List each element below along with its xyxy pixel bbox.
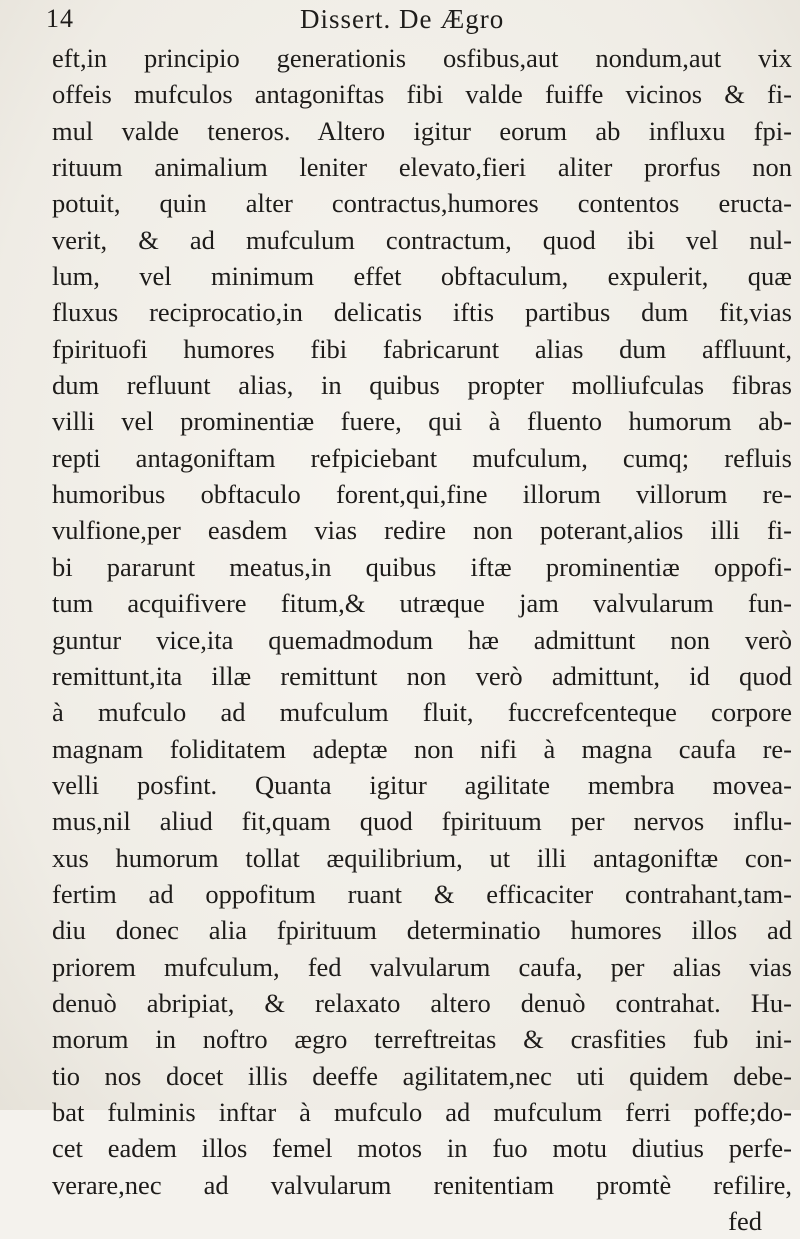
text-line: guntur vice,ita quemadmodum hæ admittunt non verò [52, 624, 792, 655]
text-line: priorem mufculum, fed valvularum caufa, per alias vias [52, 951, 792, 982]
text-line: dum refluunt alias, in quibus propter molliufculas fibras [52, 370, 792, 401]
text-line: xus humorum tollat æquilibrium, ut illi antagoniftæ con- [52, 842, 792, 873]
text-line: tum acquifivere fitum,& utræque jam valvularum fun- [52, 588, 792, 619]
text-line: fpirituofi humores fibi fabricarunt alias dum affluunt, [52, 333, 792, 364]
text-line: mul valde teneros. Altero igitur eorum ab influxu fpi- [52, 115, 792, 146]
body-text [52, 40, 792, 1239]
text-line: à mufculo ad mufculum fluit, fuccrefcenteque corpore [52, 697, 792, 728]
text-line: morum in noftro ægro terreftreitas & crasfities fub ini- [52, 1024, 792, 1055]
text-line: rituum animalium leniter elevato,fieri aliter prorfus non [52, 152, 792, 183]
text-line: magnam foliditatem adeptæ non nifi à magna caufa re- [52, 733, 792, 764]
text-line: fluxus reciprocatio,in delicatis iftis partibus dum fit,vias [52, 297, 792, 328]
text-line: vulfione,per easdem vias redire non poterant,alios illi fi- [52, 515, 792, 546]
text-line: tio nos docet illis deeffe agilitatem,nec uti quidem debe- [52, 1060, 792, 1091]
text-line: cet eadem illos femel motos in fuo motu diutius perfe- [52, 1133, 792, 1164]
text-line: repti antagoniftam refpiciebant mufculum, cumq; refluis [52, 442, 792, 473]
text-line: offeis mufculos antagoniftas fibi valde fuiffe vicinos & fi- [52, 79, 792, 110]
text-line: fed [728, 1206, 762, 1236]
text-line: humoribus obftaculo forent,qui,fine illorum villorum re- [52, 479, 792, 510]
text-line: bat fulminis inftar à mufculo ad mufculum ferri poffe;do- [52, 1096, 792, 1127]
text-line: eft,in principio generationis osfibus,aut nondum,aut vix [52, 43, 792, 73]
page-header [0, 2, 800, 42]
text-line: fertim ad oppofitum ruant & efficaciter contrahant,tam- [52, 878, 792, 909]
text-line: potuit, quin alter contractus,humores contentos eructa- [52, 188, 792, 219]
text-line: denuò abripiat, & relaxato altero denuò contrahat. Hu- [52, 987, 792, 1018]
text-line: verit, & ad mufculum contractum, quod ibi vel nul- [52, 224, 792, 255]
text-line: villi vel prominentiæ fuere, qui à fluento humorum ab- [52, 406, 792, 437]
text-line: verare,nec ad valvularum renitentiam promtè refilire, [52, 1169, 792, 1200]
text-line: velli posfint. Quanta igitur agilitate membra movea- [52, 769, 792, 800]
running-head: Dissert. De Ægro [300, 4, 505, 34]
text-line: diu donec alia fpirituum determinatio humores illos ad [52, 915, 792, 946]
page-number: 14 [46, 4, 74, 33]
text-line: lum, vel minimum effet obftaculum, expulerit, quæ [52, 261, 792, 292]
text-line: mus,nil aliud fit,quam quod fpirituum per nervos influ- [52, 806, 792, 837]
text-line: bi pararunt meatus,in quibus iftæ prominentiæ oppofi- [52, 551, 792, 582]
text-line: remittunt,ita illæ remittunt non verò admittunt, id quod [52, 660, 792, 691]
